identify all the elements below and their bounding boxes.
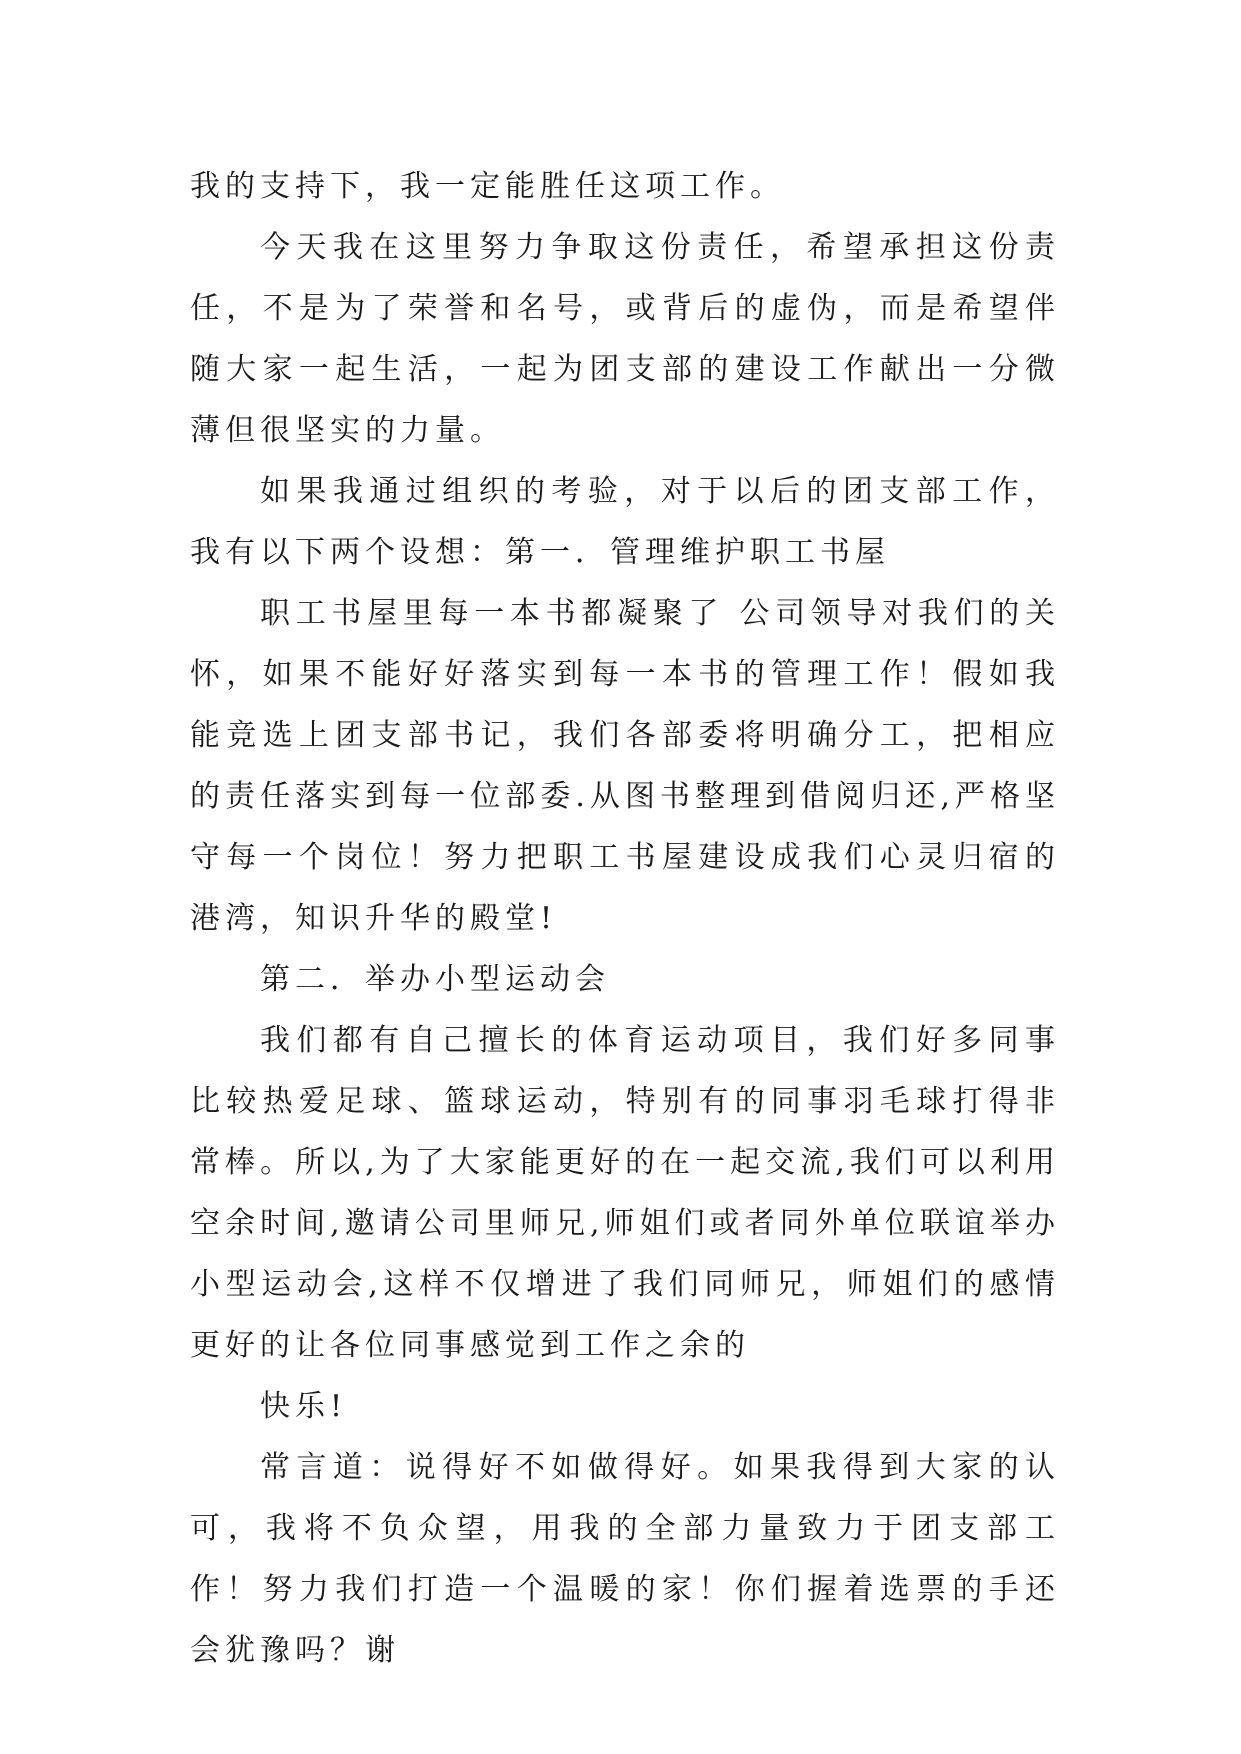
paragraph-4: 职工书屋里每一本书都凝聚了 公司领导对我们的关怀，如果不能好好落实到每一本书的管理工作！假如我能竞选上团支部书记，我们各部委将明确分工，把相应的责任落实到每一位部委.从图书整理到借阅归还,严格坚守每一个岗位！努力把职工书屋建设成我们心灵归宿的港湾，知识升华的殿堂! — [190, 596, 1060, 936]
paragraph-1: 我的支持下，我一定能胜任这项工作。 — [190, 169, 785, 204]
paragraph-2: 今天我在这里努力争取这份责任，希望承担这份责任，不是为了荣誉和名号，或背后的虚伪，而是希望伴随大家一起生活，一起为团支部的建设工作献出一分微薄但很坚实的力量。 — [190, 230, 1060, 448]
paragraph-5: 第二．举办小型运动会 — [260, 962, 610, 997]
paragraph-6: 我们都有自己擅长的体育运动项目，我们好多同事比较热爱足球、篮球运动，特别有的同事羽毛球打得非常棒。所以,为了大家能更好的在一起交流,我们可以利用空余时间,邀请公司里师兄,师姐们或者同外单位联谊举办小型运动会,这样不仅增进了我们同师兄，师姐们的感情更好的让各位同事感觉到工作之余的 — [190, 1023, 1060, 1363]
paragraph-3: 如果我通过组织的考验，对于以后的团支部工作，我有以下两个设想：第一．管理维护职工书屋 — [190, 474, 1060, 570]
document-body — [190, 156, 1060, 1681]
paragraph-7: 快乐! — [260, 1389, 348, 1424]
paragraph-8: 常言道：说得好不如做得好。如果我得到大家的认可，我将不负众望，用我的全部力量致力于团支部工作！努力我们打造一个温暖的家！你们握着选票的手还会犹豫吗？谢 — [190, 1450, 1060, 1668]
